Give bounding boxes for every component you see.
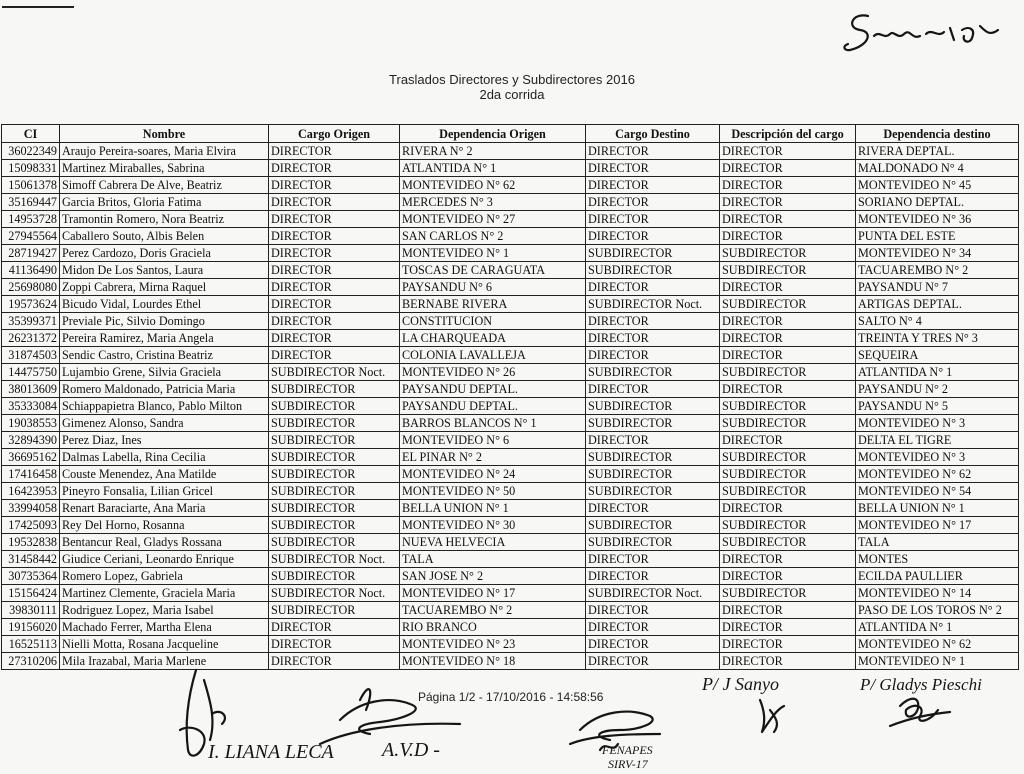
cell-dependencia-destino: SORIANO DEPTAL. <box>856 194 1019 211</box>
cell-cargo-origen: DIRECTOR <box>269 330 400 347</box>
table-row <box>2 585 1019 602</box>
cell-nombre: Romero Maldonado, Patricia Maria <box>60 381 269 398</box>
cell-cargo-origen: SUBDIRECTOR <box>269 602 400 619</box>
table-row <box>2 177 1019 194</box>
cell-ci: 35399371 <box>2 313 60 330</box>
signature-top-right <box>840 6 1010 66</box>
column-header-ci: CI <box>2 125 60 143</box>
cell-cargo-origen: DIRECTOR <box>269 279 400 296</box>
cell-dependencia-destino: MONTEVIDEO N° 54 <box>856 483 1019 500</box>
cell-dependencia-destino: ATLANTIDA N° 1 <box>856 364 1019 381</box>
cell-nombre: Bentancur Real, Gladys Rossana <box>60 534 269 551</box>
cell-descripcion-cargo: DIRECTOR <box>720 228 856 245</box>
cell-dependencia-origen: RIVERA N° 2 <box>400 143 586 160</box>
signature-text-4: SIRV-17 <box>608 757 648 771</box>
cell-descripcion-cargo: DIRECTOR <box>720 636 856 653</box>
cell-dependencia-origen: MONTEVIDEO N° 23 <box>400 636 586 653</box>
table-row <box>2 619 1019 636</box>
cell-descripcion-cargo: SUBDIRECTOR <box>720 262 856 279</box>
cell-cargo-origen: DIRECTOR <box>269 347 400 364</box>
cell-cargo-origen: DIRECTOR <box>269 653 400 670</box>
signature-text-1: I. LIANA LECA <box>208 741 334 763</box>
cell-dependencia-origen: PAYSANDU DEPTAL. <box>400 381 586 398</box>
cell-cargo-origen: SUBDIRECTOR <box>269 432 400 449</box>
cell-dependencia-origen: MONTEVIDEO N° 27 <box>400 211 586 228</box>
scan-mark <box>2 6 74 8</box>
cell-cargo-origen: DIRECTOR <box>269 245 400 262</box>
cell-nombre: Rey Del Horno, Rosanna <box>60 517 269 534</box>
cell-nombre: Araujo Pereira-soares, Maria Elvira <box>60 143 269 160</box>
cell-dependencia-origen: BARROS BLANCOS N° 1 <box>400 415 586 432</box>
cell-dependencia-destino: TALA <box>856 534 1019 551</box>
cell-cargo-destino: SUBDIRECTOR <box>586 415 720 432</box>
cell-descripcion-cargo: DIRECTOR <box>720 381 856 398</box>
table-body <box>2 143 1019 670</box>
cell-dependencia-destino: MONTEVIDEO N° 1 <box>856 653 1019 670</box>
cell-ci: 16423953 <box>2 483 60 500</box>
cell-nombre: Bicudo Vidal, Lourdes Ethel <box>60 296 269 313</box>
cell-nombre: Martinez Miraballes, Sabrina <box>60 160 269 177</box>
cell-nombre: Mila Irazabal, Maria Marlene <box>60 653 269 670</box>
cell-nombre: Midon De Los Santos, Laura <box>60 262 269 279</box>
cell-ci: 28719427 <box>2 245 60 262</box>
cell-ci: 32894390 <box>2 432 60 449</box>
cell-nombre: Sendic Castro, Cristina Beatriz <box>60 347 269 364</box>
cell-dependencia-destino: DELTA EL TIGRE <box>856 432 1019 449</box>
cell-ci: 30735364 <box>2 568 60 585</box>
cell-descripcion-cargo: SUBDIRECTOR <box>720 296 856 313</box>
cell-dependencia-destino: MALDONADO N° 4 <box>856 160 1019 177</box>
cell-ci: 36695162 <box>2 449 60 466</box>
cell-ci: 19156020 <box>2 619 60 636</box>
table-row <box>2 381 1019 398</box>
column-header-descripcion-cargo: Descripción del cargo <box>720 125 856 143</box>
cell-dependencia-origen: MONTEVIDEO N° 30 <box>400 517 586 534</box>
table-row <box>2 483 1019 500</box>
cell-ci: 31874503 <box>2 347 60 364</box>
table-row <box>2 449 1019 466</box>
cell-ci: 38013609 <box>2 381 60 398</box>
cell-ci: 14475750 <box>2 364 60 381</box>
cell-nombre: Simoff Cabrera De Alve, Beatriz <box>60 177 269 194</box>
cell-cargo-destino: DIRECTOR <box>586 194 720 211</box>
cell-cargo-destino: DIRECTOR <box>586 500 720 517</box>
cell-cargo-origen: DIRECTOR <box>269 636 400 653</box>
cell-nombre: Couste Menendez, Ana Matilde <box>60 466 269 483</box>
signature-bottom-center <box>560 700 700 772</box>
cell-ci: 15098331 <box>2 160 60 177</box>
cell-dependencia-destino: ECILDA PAULLIER <box>856 568 1019 585</box>
cell-cargo-destino: SUBDIRECTOR Noct. <box>586 585 720 602</box>
cell-cargo-origen: SUBDIRECTOR <box>269 466 400 483</box>
cell-dependencia-origen: EL PINAR N° 2 <box>400 449 586 466</box>
cell-dependencia-destino: MONTEVIDEO N° 3 <box>856 449 1019 466</box>
table-row <box>2 568 1019 585</box>
cell-dependencia-origen: MONTEVIDEO N° 17 <box>400 585 586 602</box>
cell-descripcion-cargo: DIRECTOR <box>720 211 856 228</box>
cell-dependencia-origen: MONTEVIDEO N° 6 <box>400 432 586 449</box>
cell-nombre: Rodriguez Lopez, Maria Isabel <box>60 602 269 619</box>
cell-descripcion-cargo: SUBDIRECTOR <box>720 245 856 262</box>
cell-descripcion-cargo: DIRECTOR <box>720 568 856 585</box>
cell-cargo-origen: SUBDIRECTOR <box>269 415 400 432</box>
column-header-dependencia-destino: Dependencia destino <box>856 125 1019 143</box>
cell-dependencia-destino: PUNTA DEL ESTE <box>856 228 1019 245</box>
cell-descripcion-cargo: SUBDIRECTOR <box>720 483 856 500</box>
cell-cargo-origen: SUBDIRECTOR <box>269 381 400 398</box>
cell-cargo-destino: DIRECTOR <box>586 313 720 330</box>
cell-dependencia-origen: ATLANTIDA N° 1 <box>400 160 586 177</box>
cell-cargo-destino: SUBDIRECTOR <box>586 449 720 466</box>
table-row <box>2 143 1019 160</box>
table-row <box>2 398 1019 415</box>
cell-ci: 41136490 <box>2 262 60 279</box>
cell-cargo-destino: DIRECTOR <box>586 381 720 398</box>
cell-dependencia-origen: COLONIA LAVALLEJA <box>400 347 586 364</box>
cell-dependencia-destino: TREINTA Y TRES N° 3 <box>856 330 1019 347</box>
cell-dependencia-destino: PAYSANDU N° 2 <box>856 381 1019 398</box>
cell-nombre: Perez Cardozo, Doris Graciela <box>60 245 269 262</box>
cell-dependencia-origen: TALA <box>400 551 586 568</box>
cell-descripcion-cargo: DIRECTOR <box>720 602 856 619</box>
cell-descripcion-cargo: SUBDIRECTOR <box>720 585 856 602</box>
cell-cargo-origen: SUBDIRECTOR <box>269 483 400 500</box>
cell-cargo-destino: SUBDIRECTOR <box>586 364 720 381</box>
cell-nombre: Giudice Ceriani, Leonardo Enrique <box>60 551 269 568</box>
cell-dependencia-destino: MONTEVIDEO N° 3 <box>856 415 1019 432</box>
cell-dependencia-origen: MONTEVIDEO N° 18 <box>400 653 586 670</box>
table-row <box>2 517 1019 534</box>
document-subtitle: 2da corrida <box>479 87 545 102</box>
cell-nombre: Perez Diaz, Ines <box>60 432 269 449</box>
cell-cargo-destino: DIRECTOR <box>586 160 720 177</box>
table-row <box>2 194 1019 211</box>
page-footer: Página 1/2 - 17/10/2016 - 14:58:56 <box>418 690 604 704</box>
signature-text-2: A.V.D - <box>382 739 440 761</box>
cell-cargo-origen: DIRECTOR <box>269 228 400 245</box>
cell-cargo-destino: DIRECTOR <box>586 636 720 653</box>
cell-descripcion-cargo: SUBDIRECTOR <box>720 364 856 381</box>
cell-nombre: Previale Pic, Silvio Domingo <box>60 313 269 330</box>
cell-dependencia-origen: MERCEDES N° 3 <box>400 194 586 211</box>
table-row <box>2 296 1019 313</box>
table-row <box>2 432 1019 449</box>
cell-dependencia-destino: PAYSANDU N° 5 <box>856 398 1019 415</box>
column-header-nombre: Nombre <box>60 125 269 143</box>
signature-text-3: FENAPES <box>602 743 653 757</box>
cell-cargo-origen: DIRECTOR <box>269 262 400 279</box>
cell-cargo-origen: DIRECTOR <box>269 296 400 313</box>
document-title: Traslados Directores y Subdirectores 2016 <box>389 72 635 87</box>
signature-text-5: P/ J Sanyo <box>702 674 779 694</box>
cell-dependencia-origen: CONSTITUCION <box>400 313 586 330</box>
cell-ci: 39830111 <box>2 602 60 619</box>
cell-cargo-origen: DIRECTOR <box>269 211 400 228</box>
cell-descripcion-cargo: DIRECTOR <box>720 160 856 177</box>
table-row <box>2 466 1019 483</box>
cell-ci: 17425093 <box>2 517 60 534</box>
cell-dependencia-destino: MONTEVIDEO N° 45 <box>856 177 1019 194</box>
cell-cargo-destino: DIRECTOR <box>586 653 720 670</box>
table-row <box>2 228 1019 245</box>
signature-bottom-right-1 <box>700 660 840 740</box>
cell-dependencia-origen: BELLA UNION N° 1 <box>400 500 586 517</box>
cell-nombre: Zoppi Cabrera, Mirna Raquel <box>60 279 269 296</box>
cell-nombre: Schiappapietra Blanco, Pablo Milton <box>60 398 269 415</box>
cell-dependencia-origen: TOSCAS DE CARAGUATA <box>400 262 586 279</box>
cell-cargo-destino: SUBDIRECTOR <box>586 245 720 262</box>
table-row <box>2 313 1019 330</box>
cell-ci: 35333084 <box>2 398 60 415</box>
cell-descripcion-cargo: DIRECTOR <box>720 432 856 449</box>
cell-nombre: Machado Ferrer, Martha Elena <box>60 619 269 636</box>
cell-cargo-destino: DIRECTOR <box>586 568 720 585</box>
cell-descripcion-cargo: DIRECTOR <box>720 347 856 364</box>
cell-nombre: Caballero Souto, Albis Belen <box>60 228 269 245</box>
cell-cargo-origen: DIRECTOR <box>269 177 400 194</box>
transfers-table <box>1 124 1019 670</box>
table-row <box>2 602 1019 619</box>
cell-cargo-origen: DIRECTOR <box>269 619 400 636</box>
table-row <box>2 534 1019 551</box>
cell-dependencia-origen: TACUAREMBO N° 2 <box>400 602 586 619</box>
cell-descripcion-cargo: SUBDIRECTOR <box>720 449 856 466</box>
cell-cargo-destino: DIRECTOR <box>586 602 720 619</box>
cell-cargo-destino: DIRECTOR <box>586 330 720 347</box>
cell-nombre: Pereira Ramirez, Maria Angela <box>60 330 269 347</box>
cell-dependencia-origen: MONTEVIDEO N° 50 <box>400 483 586 500</box>
cell-dependencia-origen: MONTEVIDEO N° 26 <box>400 364 586 381</box>
cell-descripcion-cargo: DIRECTOR <box>720 330 856 347</box>
cell-dependencia-destino: MONTEVIDEO N° 62 <box>856 636 1019 653</box>
cell-descripcion-cargo: DIRECTOR <box>720 619 856 636</box>
cell-dependencia-origen: RIO BRANCO <box>400 619 586 636</box>
cell-ci: 14953728 <box>2 211 60 228</box>
cell-dependencia-destino: MONTEVIDEO N° 14 <box>856 585 1019 602</box>
cell-dependencia-origen: PAYSANDU DEPTAL. <box>400 398 586 415</box>
cell-descripcion-cargo: DIRECTOR <box>720 551 856 568</box>
table-row <box>2 279 1019 296</box>
cell-dependencia-destino: PASO DE LOS TOROS N° 2 <box>856 602 1019 619</box>
table-row <box>2 262 1019 279</box>
cell-cargo-destino: SUBDIRECTOR <box>586 398 720 415</box>
cell-cargo-destino: SUBDIRECTOR Noct. <box>586 296 720 313</box>
cell-nombre: Gimenez Alonso, Sandra <box>60 415 269 432</box>
cell-cargo-origen: DIRECTOR <box>269 143 400 160</box>
cell-ci: 31458442 <box>2 551 60 568</box>
cell-descripcion-cargo: SUBDIRECTOR <box>720 398 856 415</box>
cell-cargo-origen: DIRECTOR <box>269 160 400 177</box>
cell-cargo-destino: DIRECTOR <box>586 279 720 296</box>
cell-nombre: Pineyro Fonsalia, Lilian Gricel <box>60 483 269 500</box>
signature-bottom-left <box>160 660 500 770</box>
cell-cargo-destino: DIRECTOR <box>586 228 720 245</box>
cell-ci: 36022349 <box>2 143 60 160</box>
cell-cargo-origen: SUBDIRECTOR <box>269 568 400 585</box>
cell-dependencia-destino: ARTIGAS DEPTAL. <box>856 296 1019 313</box>
cell-cargo-destino: DIRECTOR <box>586 211 720 228</box>
cell-dependencia-origen: BERNABE RIVERA <box>400 296 586 313</box>
signature-text-6: P/ Gladys Pieschi <box>860 675 982 694</box>
cell-dependencia-destino: MONTEVIDEO N° 36 <box>856 211 1019 228</box>
cell-dependencia-origen: PAYSANDU N° 6 <box>400 279 586 296</box>
cell-cargo-destino: DIRECTOR <box>586 551 720 568</box>
cell-dependencia-destino: BELLA UNION N° 1 <box>856 500 1019 517</box>
cell-dependencia-origen: NUEVA HELVECIA <box>400 534 586 551</box>
column-header-cargo-destino: Cargo Destino <box>586 125 720 143</box>
cell-descripcion-cargo: DIRECTOR <box>720 500 856 517</box>
cell-descripcion-cargo: SUBDIRECTOR <box>720 534 856 551</box>
cell-cargo-destino: SUBDIRECTOR <box>586 483 720 500</box>
cell-dependencia-destino: MONTEVIDEO N° 34 <box>856 245 1019 262</box>
cell-cargo-origen: SUBDIRECTOR <box>269 449 400 466</box>
table-row <box>2 364 1019 381</box>
cell-cargo-destino: DIRECTOR <box>586 432 720 449</box>
cell-nombre: Renart Baraciarte, Ana Maria <box>60 500 269 517</box>
cell-dependencia-origen: MONTEVIDEO N° 24 <box>400 466 586 483</box>
cell-descripcion-cargo: DIRECTOR <box>720 279 856 296</box>
cell-cargo-destino: DIRECTOR <box>586 619 720 636</box>
table-row <box>2 347 1019 364</box>
cell-descripcion-cargo: SUBDIRECTOR <box>720 517 856 534</box>
cell-nombre: Romero Lopez, Gabriela <box>60 568 269 585</box>
cell-nombre: Lujambio Grene, Silvia Graciela <box>60 364 269 381</box>
cell-cargo-destino: SUBDIRECTOR <box>586 517 720 534</box>
cell-cargo-origen: SUBDIRECTOR <box>269 534 400 551</box>
cell-descripcion-cargo: SUBDIRECTOR <box>720 466 856 483</box>
cell-dependencia-origen: SAN JOSE N° 2 <box>400 568 586 585</box>
table-row <box>2 211 1019 228</box>
table-row <box>2 636 1019 653</box>
cell-dependencia-destino: SALTO N° 4 <box>856 313 1019 330</box>
cell-nombre: Dalmas Labella, Rina Cecilia <box>60 449 269 466</box>
table-row <box>2 330 1019 347</box>
signature-bottom-right-2 <box>860 656 1020 746</box>
cell-nombre: Nielli Motta, Rosana Jacqueline <box>60 636 269 653</box>
cell-nombre: Tramontin Romero, Nora Beatriz <box>60 211 269 228</box>
cell-descripcion-cargo: DIRECTOR <box>720 194 856 211</box>
cell-descripcion-cargo: DIRECTOR <box>720 313 856 330</box>
cell-dependencia-destino: MONTEVIDEO N° 17 <box>856 517 1019 534</box>
cell-ci: 19038553 <box>2 415 60 432</box>
cell-dependencia-origen: SAN CARLOS N° 2 <box>400 228 586 245</box>
table-row <box>2 160 1019 177</box>
cell-cargo-destino: DIRECTOR <box>586 143 720 160</box>
cell-dependencia-destino: TACUAREMBO N° 2 <box>856 262 1019 279</box>
cell-ci: 25698080 <box>2 279 60 296</box>
cell-ci: 27310206 <box>2 653 60 670</box>
cell-cargo-destino: DIRECTOR <box>586 177 720 194</box>
cell-dependencia-destino: RIVERA DEPTAL. <box>856 143 1019 160</box>
cell-ci: 19573624 <box>2 296 60 313</box>
table-row <box>2 551 1019 568</box>
cell-cargo-origen: SUBDIRECTOR Noct. <box>269 585 400 602</box>
cell-dependencia-origen: LA CHARQUEADA <box>400 330 586 347</box>
cell-ci: 17416458 <box>2 466 60 483</box>
cell-ci: 19532838 <box>2 534 60 551</box>
cell-cargo-origen: DIRECTOR <box>269 313 400 330</box>
cell-dependencia-destino: ATLANTIDA N° 1 <box>856 619 1019 636</box>
cell-descripcion-cargo: DIRECTOR <box>720 177 856 194</box>
table-row <box>2 245 1019 262</box>
cell-dependencia-destino: PAYSANDU N° 7 <box>856 279 1019 296</box>
cell-cargo-origen: SUBDIRECTOR <box>269 500 400 517</box>
cell-cargo-origen: SUBDIRECTOR Noct. <box>269 551 400 568</box>
cell-descripcion-cargo: DIRECTOR <box>720 143 856 160</box>
column-header-dependencia-origen: Dependencia Origen <box>400 125 586 143</box>
cell-ci: 16525113 <box>2 636 60 653</box>
cell-cargo-origen: SUBDIRECTOR Noct. <box>269 364 400 381</box>
cell-cargo-destino: SUBDIRECTOR <box>586 262 720 279</box>
cell-cargo-destino: DIRECTOR <box>586 347 720 364</box>
cell-ci: 27945564 <box>2 228 60 245</box>
cell-cargo-origen: DIRECTOR <box>269 194 400 211</box>
table-row <box>2 500 1019 517</box>
cell-cargo-origen: SUBDIRECTOR <box>269 517 400 534</box>
table-row <box>2 415 1019 432</box>
cell-nombre: Garcia Britos, Gloria Fatima <box>60 194 269 211</box>
cell-descripcion-cargo: DIRECTOR <box>720 653 856 670</box>
cell-ci: 26231372 <box>2 330 60 347</box>
cell-ci: 15061378 <box>2 177 60 194</box>
cell-nombre: Martinez Clemente, Graciela Maria <box>60 585 269 602</box>
cell-cargo-destino: SUBDIRECTOR <box>586 466 720 483</box>
cell-cargo-destino: SUBDIRECTOR <box>586 534 720 551</box>
cell-dependencia-origen: MONTEVIDEO N° 1 <box>400 245 586 262</box>
column-header-cargo-origen: Cargo Origen <box>269 125 400 143</box>
cell-dependencia-destino: MONTEVIDEO N° 62 <box>856 466 1019 483</box>
cell-ci: 33994058 <box>2 500 60 517</box>
cell-dependencia-destino: MONTES <box>856 551 1019 568</box>
cell-dependencia-origen: MONTEVIDEO N° 62 <box>400 177 586 194</box>
cell-ci: 35169447 <box>2 194 60 211</box>
cell-dependencia-destino: SEQUEIRA <box>856 347 1019 364</box>
table-header-row <box>2 125 1019 143</box>
cell-ci: 15156424 <box>2 585 60 602</box>
cell-descripcion-cargo: SUBDIRECTOR <box>720 415 856 432</box>
cell-cargo-origen: SUBDIRECTOR <box>269 398 400 415</box>
